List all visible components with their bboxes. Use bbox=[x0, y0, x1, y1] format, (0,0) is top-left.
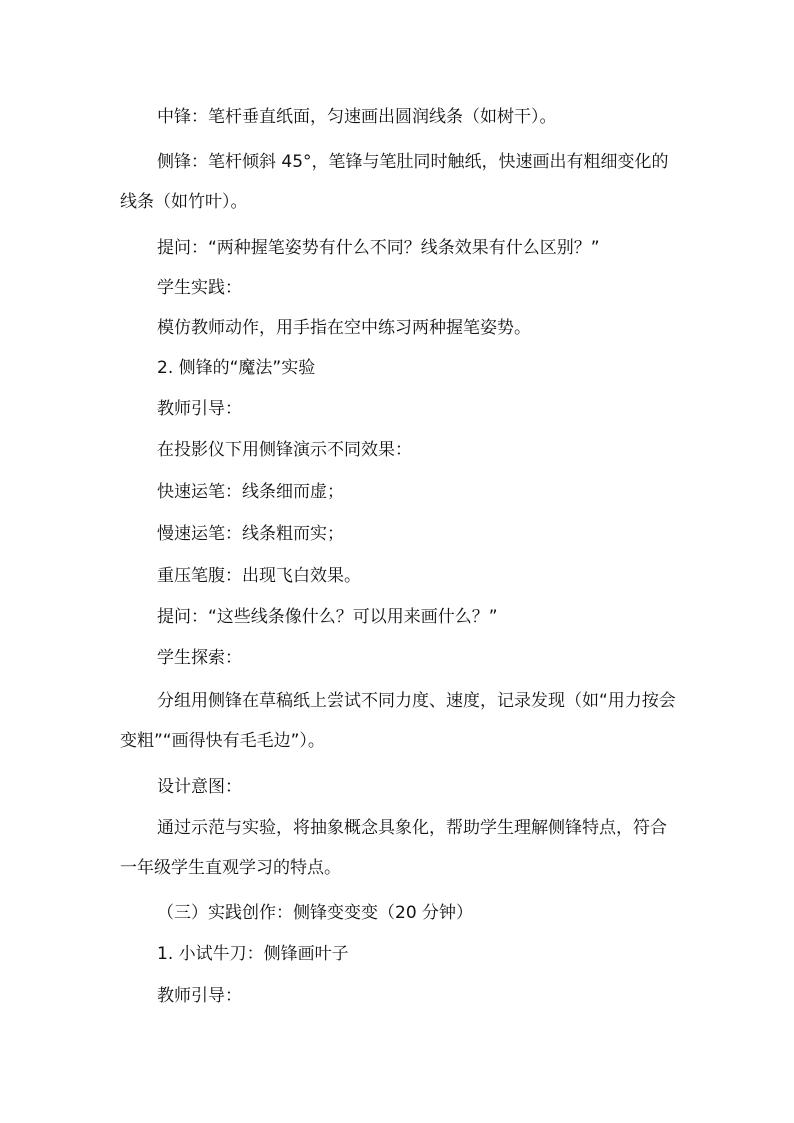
section-heading-practice: （三）实践创作：侧锋变变变（20 分钟） bbox=[157, 903, 474, 923]
paragraph-question-1: 提问：“两种握笔姿势有什么不同？线条效果有什么区别？” bbox=[157, 238, 600, 258]
paragraph-teacher-guide-2: 教师引导： bbox=[157, 986, 242, 1006]
section-heading-magic: 2. 侧锋的“魔法”实验 bbox=[157, 358, 316, 378]
paragraph-student-explore: 学生探索： bbox=[157, 648, 242, 668]
paragraph-teacher-guide-1: 教师引导： bbox=[157, 399, 242, 419]
paragraph-slow: 慢速运笔：线条粗而实； bbox=[157, 524, 344, 544]
paragraph-demo: 在投影仪下用侧锋演示不同效果： bbox=[157, 440, 412, 460]
paragraph-question-2: 提问：“这些线条像什么？可以用来画什么？” bbox=[157, 607, 498, 627]
paragraph-design-intent: 设计意图： bbox=[157, 777, 242, 797]
paragraph-design-detail: 通过示范与实验，将抽象概念具象化，帮助学生理解侧锋特点，符合一年级学生直观学习的特点。 bbox=[120, 818, 667, 878]
paragraph-zhongfeng: 中锋：笔杆垂直纸面，匀速画出圆润线条（如树干）。 bbox=[157, 107, 557, 127]
paragraph-student-practice: 学生实践： bbox=[157, 278, 242, 298]
paragraph-imitate: 模仿教师动作，用手指在空中练习两种握笔姿势。 bbox=[157, 318, 531, 338]
paragraph-press: 重压笔腹：出现飞白效果。 bbox=[157, 566, 361, 586]
section-heading-leaf: 1. 小试牛刀：侧锋画叶子 bbox=[157, 944, 349, 964]
paragraph-cefeng: 侧锋：笔杆倾斜 45°，笔锋与笔肚同时触纸，快速画出有粗细变化的线条（如竹叶）。 bbox=[120, 152, 669, 212]
paragraph-group-work: 分组用侧锋在草稿纸上尝试不同力度、速度，记录发现（如“用力按会变粗”“画得快有毛毛边”）。 bbox=[120, 691, 676, 751]
paragraph-fast: 快速运笔：线条细而虚； bbox=[157, 482, 344, 502]
